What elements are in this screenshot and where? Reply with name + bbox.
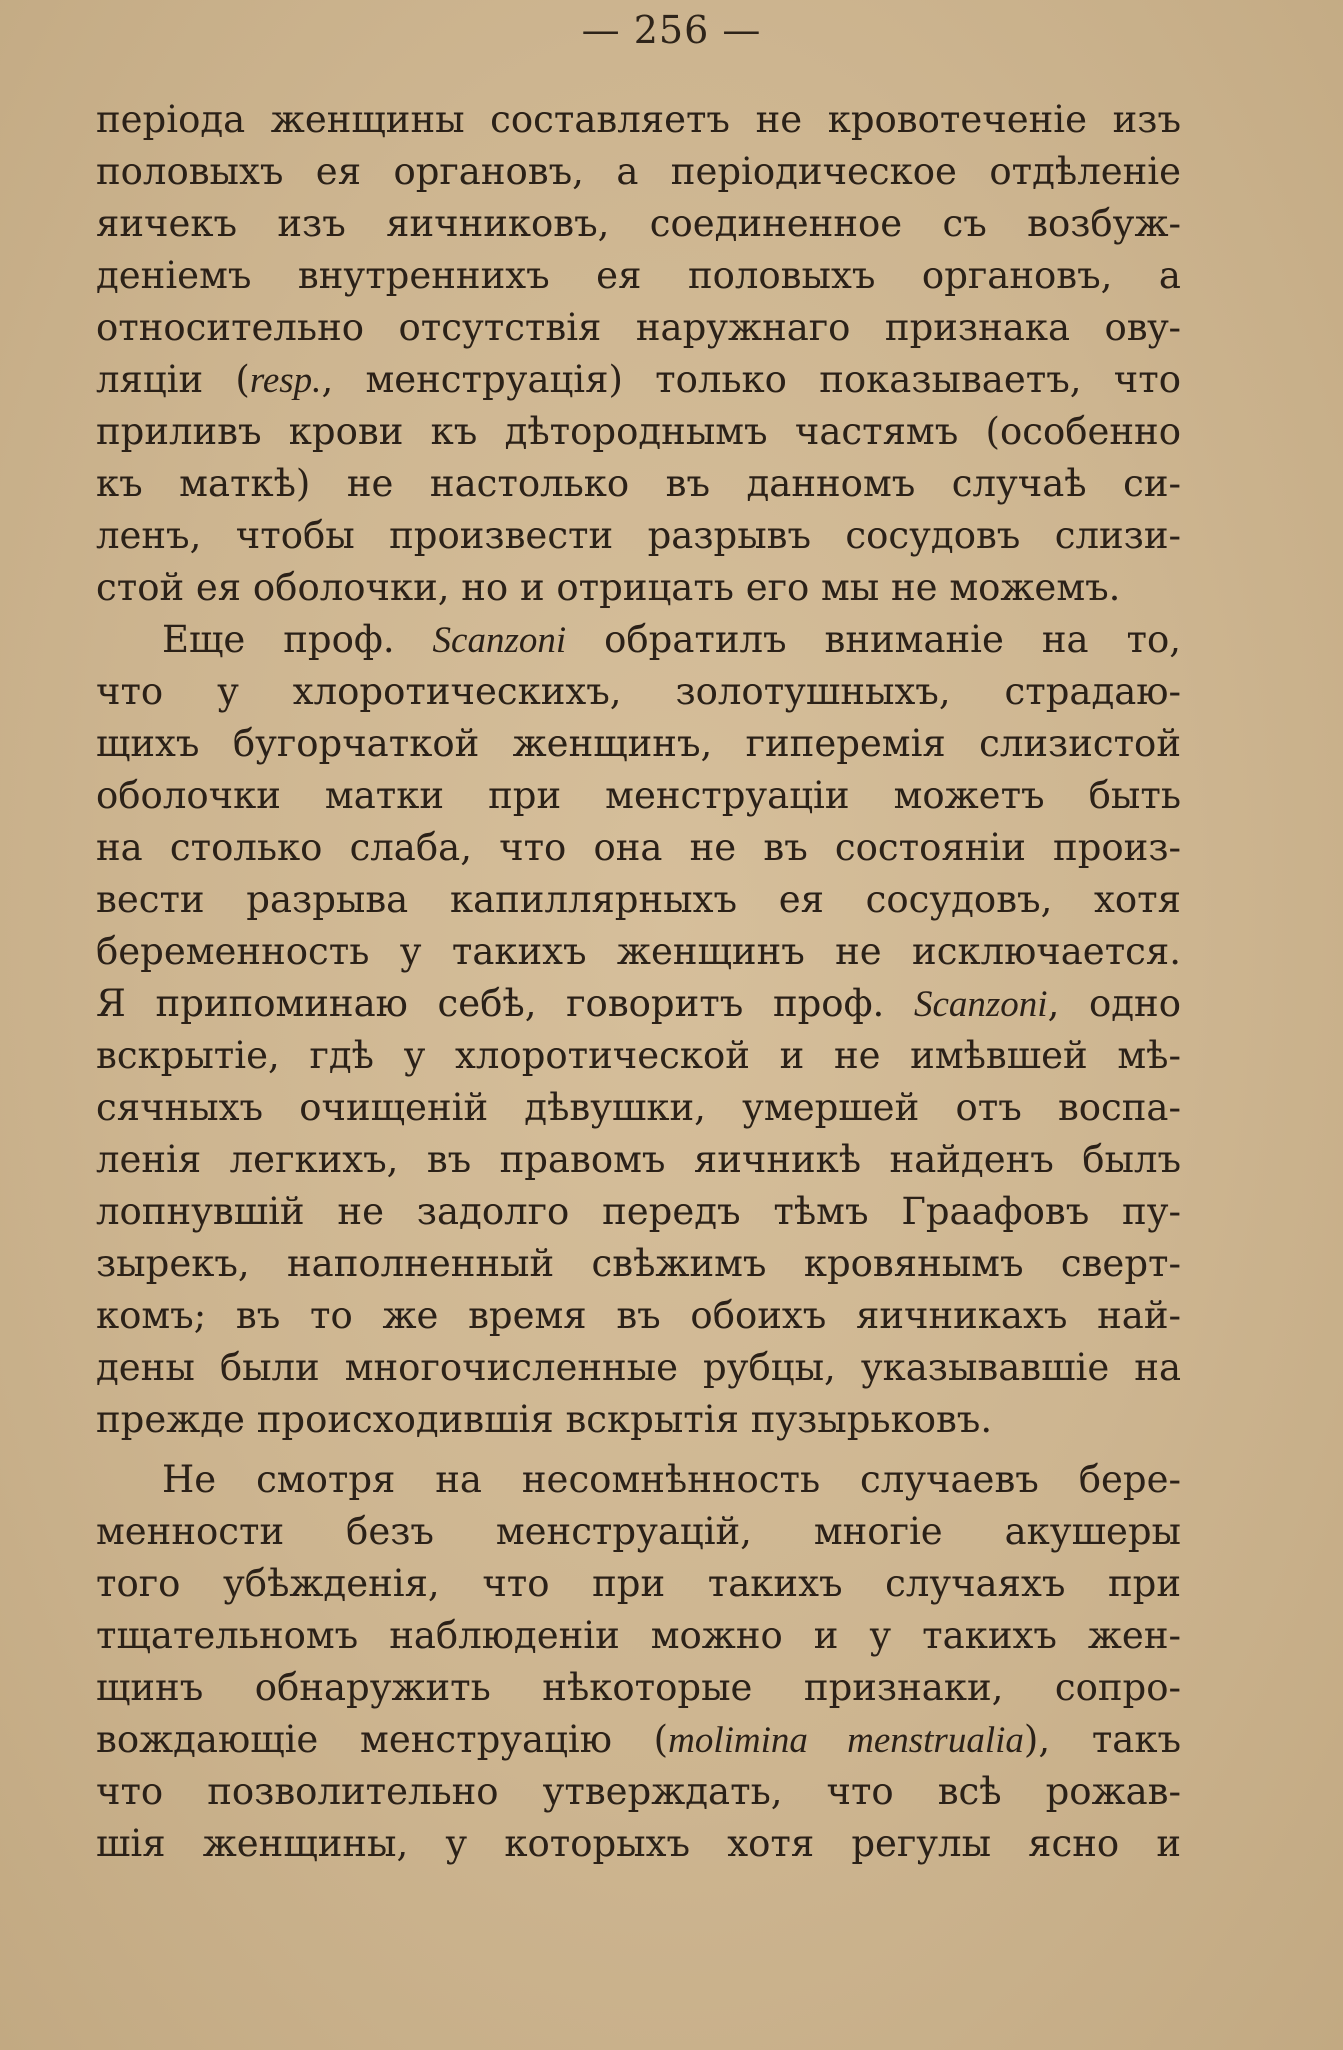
text-line: оболочки матки при менструаціи можетъ быть (96, 774, 1181, 817)
text-line: половыхъ ея органовъ, а періодическое отдѣленіе (96, 150, 1181, 193)
text-line: беременность у такихъ женщинъ не исключается. (96, 930, 1181, 973)
text-line: къ маткѣ) не настолько въ данномъ случаѣ си- (96, 462, 1181, 505)
text-line: что у хлоротическихъ, золотушныхъ, страдаю- (96, 670, 1181, 713)
text-segment: ляціи ( (96, 358, 250, 401)
page-number: — 256 — (581, 8, 762, 52)
text-line: того убѣжденія, что при такихъ случаяхъ при (96, 1562, 1181, 1605)
text-line: Не смотря на несомнѣнность случаевъ бере- (162, 1458, 1181, 1501)
text-line: что позволительно утверждать, что всѣ рожав- (96, 1770, 1181, 1813)
text-segment: Еще проф. (162, 618, 433, 661)
italic-term: molimina menstrualia (668, 1720, 1024, 1761)
text-segment: Я припоминаю себѣ, говоритъ проф. (96, 982, 914, 1025)
text-line: шія женщины, у которыхъ хотя регулы ясно и (96, 1822, 1181, 1865)
text-line: сячныхъ очищеній дѣвушки, умершей отъ воспа- (96, 1086, 1181, 1129)
italic-name: Scanzoni (432, 620, 567, 661)
italic-name: Scanzoni (913, 984, 1048, 1025)
body-text (96, 94, 1181, 1870)
text-line: на столько слаба, что она не въ состояніи произ- (96, 826, 1181, 869)
text-line: щихъ бугорчаткой женщинъ, гиперемія слизистой (96, 722, 1181, 765)
text-line: вскрытіе, гдѣ у хлоротической и не имѣвшей мѣ- (96, 1034, 1181, 1077)
text-segment: , менструація) только показываетъ, что (321, 358, 1181, 401)
text-line: приливъ крови къ дѣтороднымъ частямъ (особенно (96, 410, 1181, 453)
text-line: дены были многочисленные рубцы, указывавшіе на (96, 1346, 1181, 1389)
text-line: лопнувшій не задолго передъ тѣмъ Граафовъ пу- (96, 1190, 1181, 1233)
text-segment: ), такъ (1023, 1718, 1181, 1761)
text-segment: вождающіе менструацію ( (96, 1718, 669, 1761)
text-segment: , одно (1047, 982, 1181, 1025)
text-line: яичекъ изъ яичниковъ, соединенное съ возбуж- (96, 202, 1181, 245)
text-line: стой ея оболочки, но и отрицать его мы не можемъ. (96, 566, 1121, 609)
text-line: прежде происходившія вскрытія пузырьковъ. (96, 1398, 993, 1441)
text-line (96, 614, 1181, 666)
italic-term: resp. (249, 360, 322, 401)
text-line: деніемъ внутреннихъ ея половыхъ органовъ, а (96, 254, 1181, 297)
text-line (96, 1714, 1181, 1766)
text-line: зырекъ, наполненный свѣжимъ кровянымъ сверт- (96, 1242, 1181, 1285)
text-line: періода женщины составляетъ не кровотеченіе изъ (96, 98, 1181, 141)
text-line: тщательномъ наблюденіи можно и у такихъ жен- (96, 1614, 1181, 1657)
text-line: комъ; въ то же время въ обоихъ яичникахъ най- (96, 1294, 1181, 1337)
text-line: менности безъ менструацій, многіе акушеры (96, 1510, 1181, 1553)
text-line: ленъ, чтобы произвести разрывъ сосудовъ слизи- (96, 514, 1181, 557)
text-line: щинъ обнаружить нѣкоторые признаки, сопро- (96, 1666, 1181, 1709)
text-line: вести разрыва капиллярныхъ ея сосудовъ, хотя (96, 878, 1181, 921)
text-line: относительно отсутствія наружнаго признака овy- (96, 306, 1181, 349)
text-segment: обратилъ вниманіе на то, (566, 618, 1181, 661)
text-line (96, 978, 1181, 1030)
text-line: ленія легкихъ, въ правомъ яичникѣ найденъ былъ (96, 1138, 1181, 1181)
text-line (96, 354, 1181, 406)
